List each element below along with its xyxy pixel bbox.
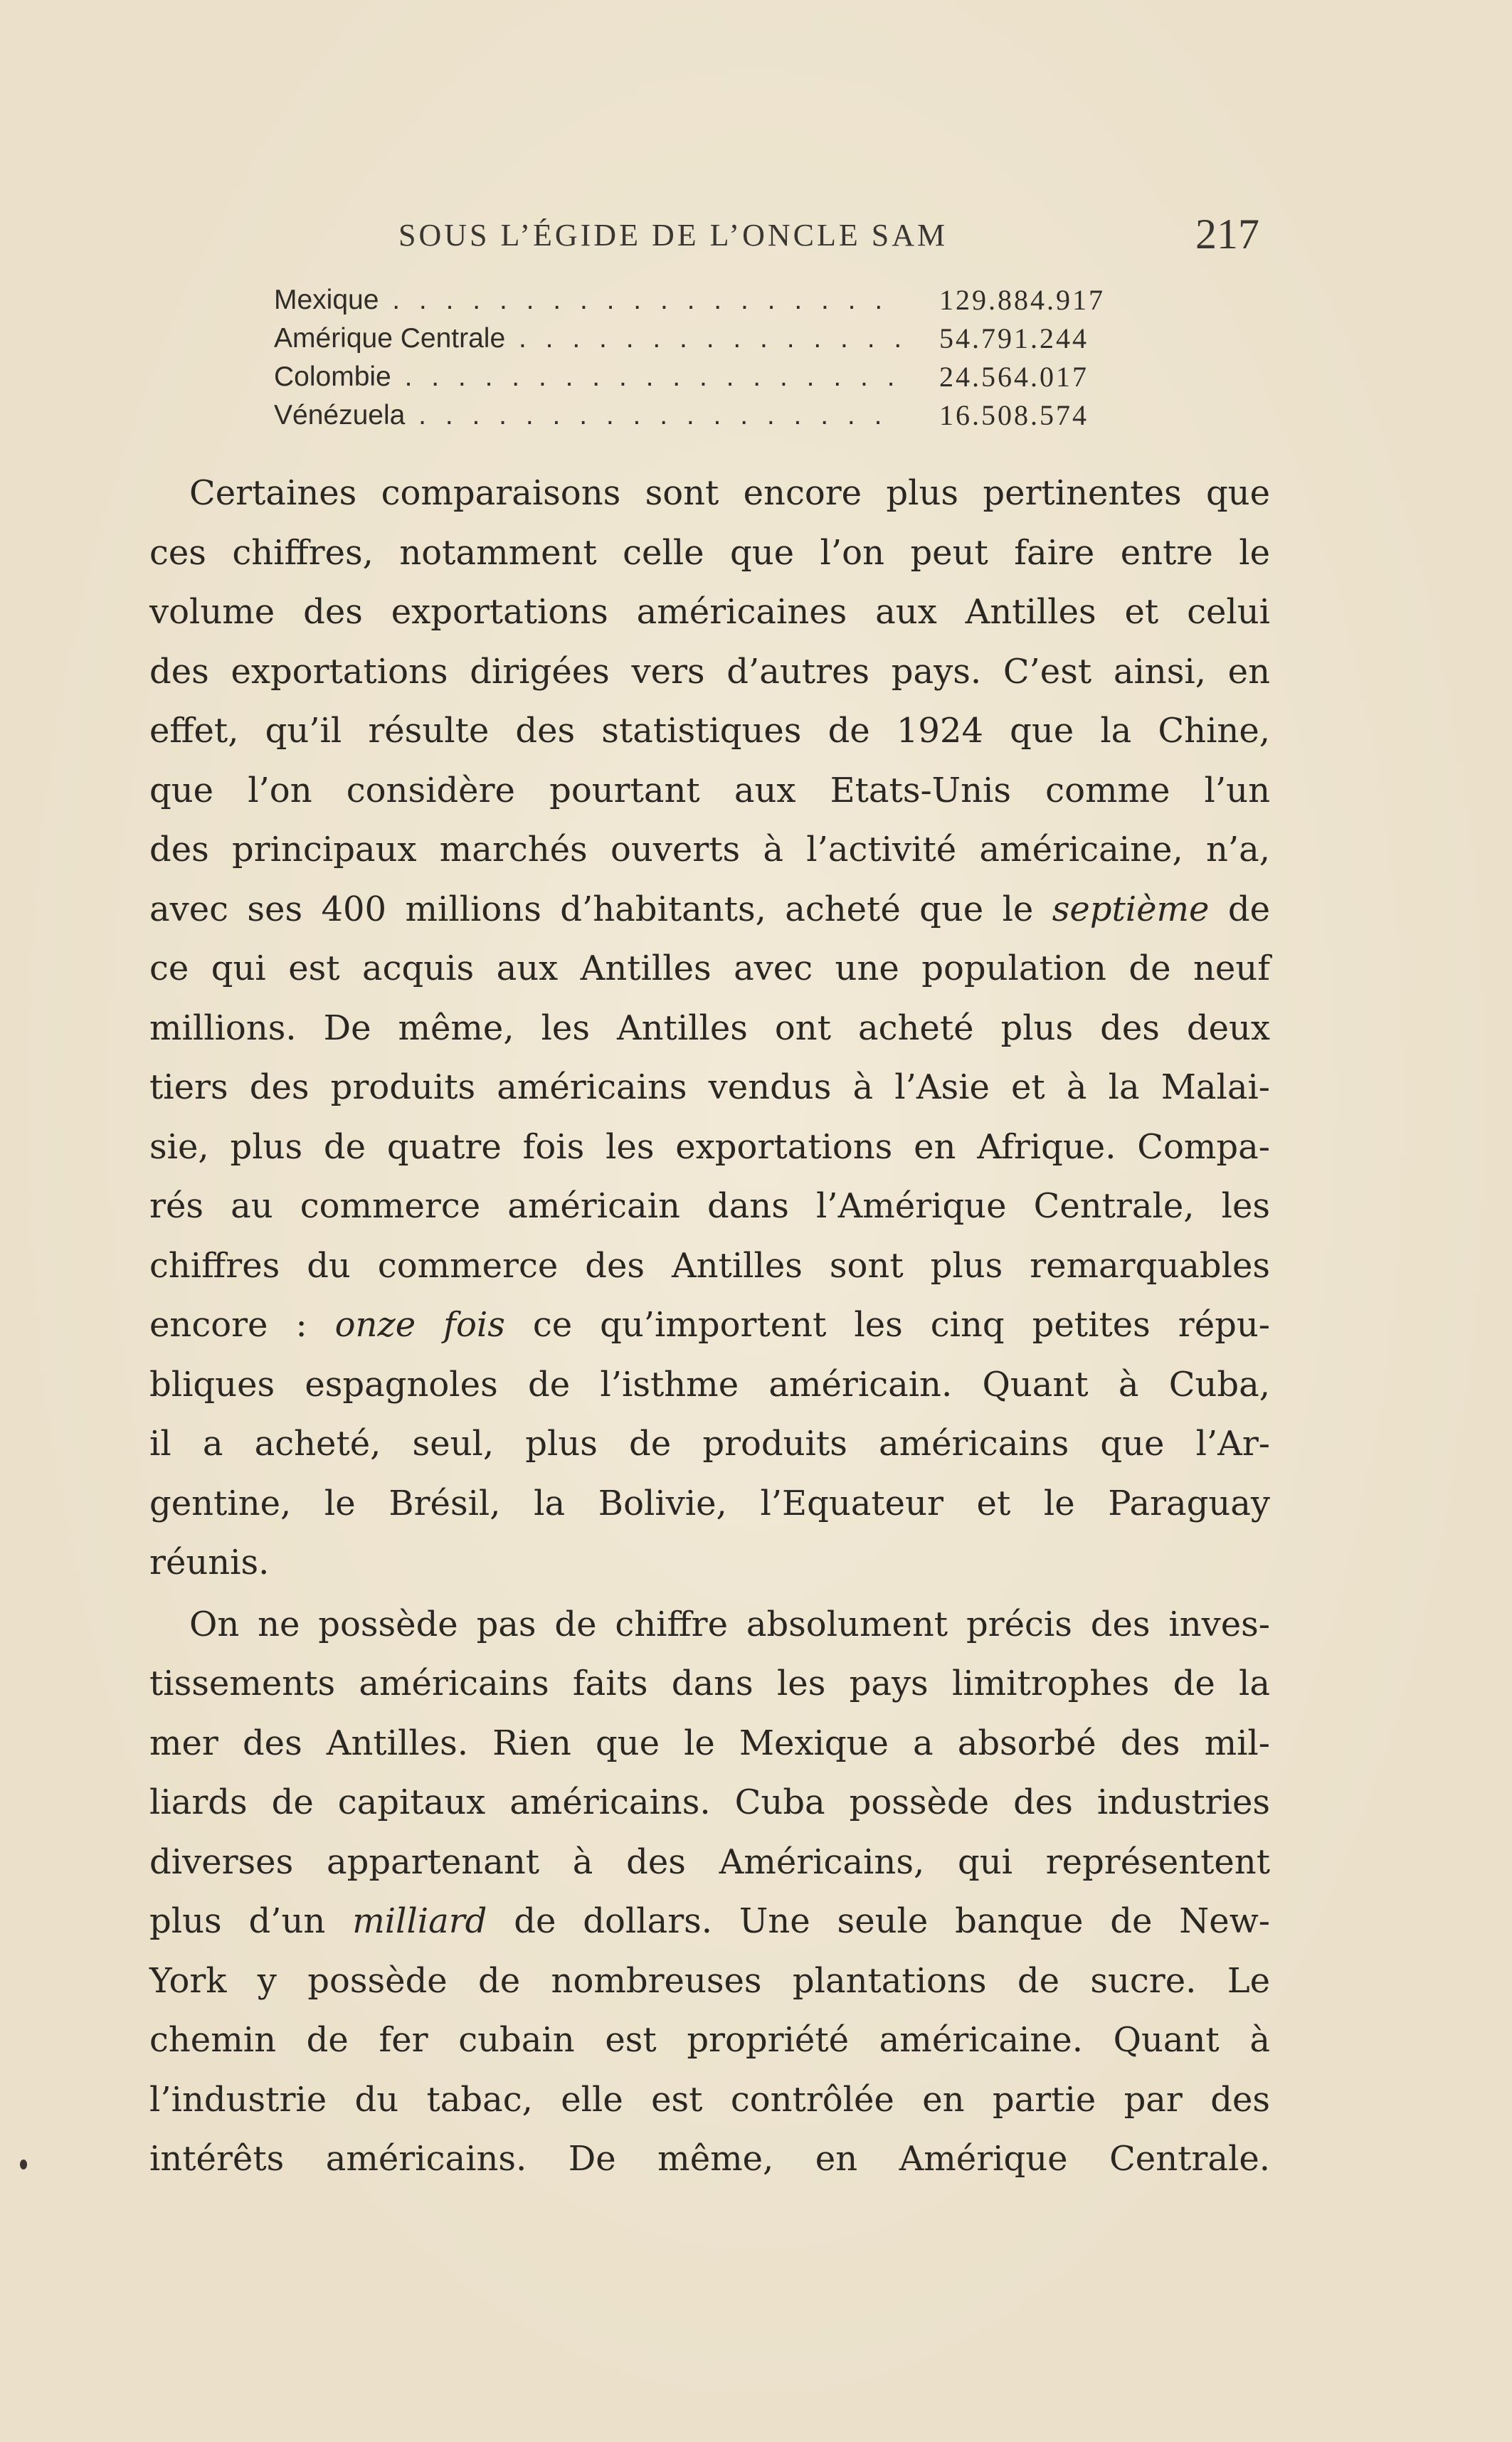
stat-row-venezuela	[274, 396, 1128, 435]
text-line: mer des Antilles. Rien que le Mexique a absorbé des mil-	[149, 1723, 1270, 1763]
text-line: que l’on considère pourtant aux Etats-Unis comme l’un	[149, 770, 1270, 810]
stat-label: Colombie . . .	[274, 358, 900, 396]
text-line: tissements américains faits dans les pays limitrophes de la	[149, 1664, 1270, 1703]
text-line: millions. De même, les Antilles ont acheté plus des deux	[149, 1008, 1270, 1048]
text-line: diverses appartenant à des Américains, qui représentent	[149, 1841, 1270, 1882]
text-line: des principaux marchés ouverts à l’activité américaine, n’a,	[149, 830, 1270, 870]
text-line: ce qui est acquis aux Antilles avec une population de neuf	[149, 948, 1270, 988]
stat-row-mexique	[274, 281, 1128, 319]
text-line: intérêts américains. De même, en Amérique Centrale.	[149, 2139, 1270, 2179]
page-number: 217	[1195, 211, 1259, 258]
text-line: ces chiffres, notamment celle que l’on peut faire entre le	[149, 532, 1270, 573]
text-line: chiffres du commerce des Antilles sont plus remarquables	[149, 1245, 1270, 1286]
emphasis-onze-fois: onze fois	[334, 1305, 505, 1345]
text-line: réunis.	[149, 1543, 270, 1582]
text-line: liards de capitaux américains. Cuba possède des industries	[149, 1782, 1270, 1822]
text-line	[149, 880, 1270, 940]
stat-label: Vénézuela . . .	[274, 396, 900, 435]
text-line: York y possède de nombreuses plantations de sucre. Le	[149, 1960, 1270, 2001]
text-line: il a acheté, seul, plus de produits américains que l’Ar-	[149, 1424, 1270, 1464]
stat-value: 54.791.244	[939, 322, 1089, 354]
emphasis-milliard: milliard	[352, 1901, 487, 1941]
text-segment: ce qu’importent les cinq petites répu-	[532, 1305, 1270, 1345]
text-line	[149, 1892, 1270, 1952]
body-text	[149, 464, 1270, 2189]
paragraph-1	[149, 464, 1270, 1593]
text-line: chemin de fer cubain est propriété américaine. Quant à	[149, 2020, 1270, 2060]
text-line: effet, qu’il résulte des statistiques de 1924 que la Chine,	[149, 711, 1270, 751]
text-line: des exportations dirigées vers d’autres pays. C’est ainsi, en	[149, 651, 1270, 692]
text-line: tiers des produits américains vendus à l’Asie et à la Malai-	[149, 1067, 1270, 1107]
text-segment: plus d’un	[149, 1901, 326, 1941]
text-line: Certaines comparaisons sont encore plus pertinentes que	[189, 473, 1270, 513]
stat-row-amerique-centrale	[274, 319, 1128, 358]
page-header	[398, 210, 1259, 274]
text-line: rés au commerce américain dans l’Amérique Centrale, les	[149, 1186, 1270, 1226]
text-line: l’industrie du tabac, elle est contrôlée en partie par des	[149, 2079, 1270, 2120]
running-title: SOUS L’ÉGIDE DE L’ONCLE SAM	[398, 218, 948, 253]
paragraph-2	[149, 1595, 1270, 2189]
text-segment: avec ses 400 millions d’habitants, acheté que le	[149, 889, 1034, 929]
stat-label: Mexique . . .	[274, 281, 900, 319]
text-segment: de	[1227, 889, 1270, 929]
export-statistics-list	[274, 281, 1128, 435]
text-line: gentine, le Brésil, la Bolivie, l’Equateur et le Paraguay	[149, 1483, 1270, 1523]
stat-row-colombie	[274, 358, 1128, 396]
stat-value: 129.884.917	[939, 284, 1105, 316]
text-segment: de dollars. Une seule banque de New-	[514, 1901, 1271, 1941]
text-line: On ne possède pas de chiffre absolument précis des inves-	[189, 1604, 1270, 1644]
text-line: sie, plus de quatre fois les exportations en Afrique. Compa-	[149, 1126, 1270, 1167]
stat-label: Amérique Centrale . . .	[274, 319, 900, 358]
stat-value: 24.564.017	[939, 361, 1089, 393]
emphasis-septieme: septième	[1052, 889, 1210, 929]
stat-value: 16.508.574	[939, 399, 1089, 431]
text-line: bliques espagnoles de l’isthme américain. Quant à Cuba,	[149, 1364, 1270, 1405]
ink-speck	[20, 2160, 27, 2169]
text-segment: encore :	[149, 1305, 307, 1345]
text-line	[149, 1296, 1270, 1355]
text-line: volume des exportations américaines aux Antilles et celui	[149, 592, 1270, 632]
